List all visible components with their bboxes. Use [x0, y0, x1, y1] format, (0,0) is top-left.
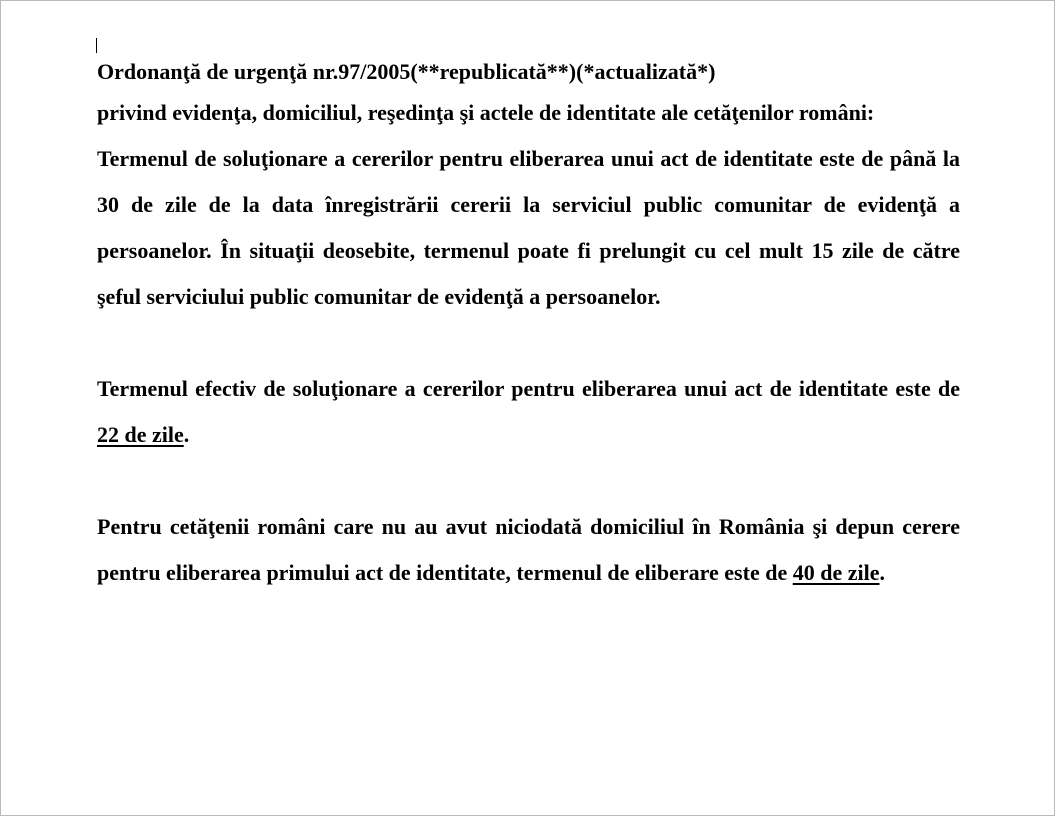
first-id-term-period: . — [879, 560, 885, 585]
document-subtitle: privind evidenţa, domiciliul, reşedinţa şi actele de identitate ale cetăţenilor români: — [97, 100, 875, 125]
effective-term-text: Termenul efectiv de soluţionare a cererilor pentru eliberarea unui act de identitate este de — [97, 376, 960, 401]
paragraph-processing-term: Termenul de soluţionare a cererilor pentru eliberarea unui act de identitate este de până la 30 de zile de la data înregistrării cererii la serviciul public comunitar de evidenţă a persoanelor. În situaţii deosebite, termenul poate fi prelungit cu cel mult 15 zile de către şeful serviciului public comunitar de evidenţă a persoanelor. — [97, 146, 960, 309]
paragraph-effective-term — [97, 366, 960, 458]
document-body[interactable] — [97, 55, 960, 596]
paragraph-spacer — [97, 458, 960, 504]
document-title: Ordonanţă de urgenţă nr.97/2005(**republicată**)(*actualizată*) — [97, 59, 716, 84]
text-cursor — [96, 38, 97, 53]
effective-term-period: . — [183, 422, 190, 447]
first-id-term-text: Pentru cetăţenii români care nu au avut niciodată domiciliul în România şi depun cerere pentru eliberarea primului act de identitate, termenul de eliberare este de — [97, 514, 960, 585]
effective-term-days: 22 de zile — [97, 422, 184, 447]
first-id-term-days: 40 de zile — [792, 560, 880, 585]
paragraph-first-id-term — [97, 504, 960, 596]
paragraph-spacer — [97, 320, 960, 366]
